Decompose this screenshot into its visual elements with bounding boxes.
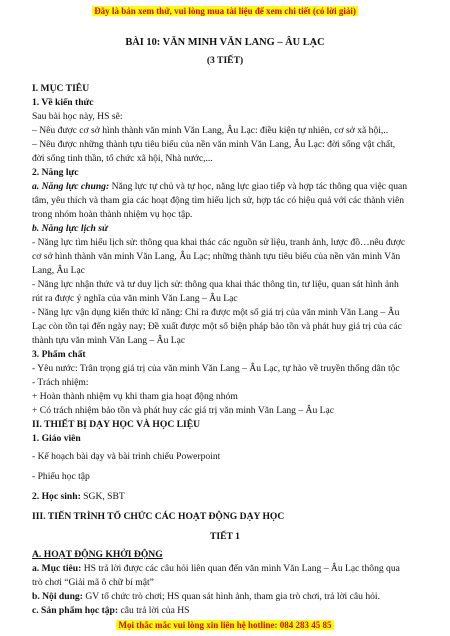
hotline-notice [0,618,450,633]
product-line [32,604,424,618]
general-competence-line-1 [32,180,424,194]
product-label: c. Sản phẩm học tập: [32,605,119,616]
period-1-heading: TIẾT 1 [210,531,240,542]
objective-label: a. Mục tiêu: [32,563,82,574]
objective-line-1 [32,562,424,576]
knowledge-intro: Sau bài học này, HS sẽ: [32,111,123,122]
teacher-item-2: - Phiếu học tập [32,471,90,482]
section-procedure: III. TIẾN TRÌNH TỔ CHỨC CÁC HOẠT ĐỘNG DẠY HỌC [32,511,285,522]
responsibility-item-2: + Có trách nhiệm bảo tồn và phát huy các giá trị văn minh Văn Lang – Âu Lạc [32,405,335,416]
history-applying-line-2: Lạc còn tồn tại đến ngày nay; Đề xuất được một số biện pháp bảo tồn và phát huy giá trị của các [32,321,402,332]
responsibility-item-1: + Hoàn thành nhiệm vụ khi tham gia hoạt động nhóm [32,391,238,402]
history-research-line-3: Lang, Âu Lạc [32,265,86,276]
history-applying-line-3: thành tựu văn minh Văn Lang – Âu Lạc [32,335,186,346]
quality-responsibility: - Trách nhiệm: [32,377,89,388]
heading-competence: 2. Năng lực [32,167,79,178]
content-label: b. Nội dung: [32,591,83,602]
history-research-line-1: - Năng lực tìm hiểu lịch sử: thông qua khai thác các nguồn sử liệu, tranh ảnh, lược đồ…nêu được [32,237,406,248]
section-objectives: I. MỤC TIÊU [32,83,90,94]
quality-patriotism: - Yêu nước: Trân trọng giá trị của văn minh Văn Lang – Âu Lạc, tự hào về truyền thống dân tộc [32,363,400,374]
content-text: GV tổ chức trò chơi; HS quan sát hình ảnh, tham gia trò chơi, trả lời câu hỏi. [82,591,380,602]
preview-notice [0,4,450,19]
activity-a-heading: A. HOẠT ĐỘNG KHỞI ĐỘNG [32,549,163,560]
product-text: câu trả lời của HS [118,605,190,616]
content-line [32,590,424,604]
general-competence-label: a. Năng lực chung: [32,181,110,192]
knowledge-item-1: – Nêu được cơ sở hình thành văn minh Văn Lang, Âu Lạc: điều kiện tự nhiên, cơ sở xã hội,.. [32,125,389,136]
history-thinking-line-2: rút ra được ý nghĩa của văn minh Văn Lang – Âu Lạc [32,293,238,304]
history-applying-line-1: - Năng lực vận dụng kiến thức kĩ năng: Chỉ ra được một số giá trị của văn minh Văn Lang – Âu [32,307,400,318]
teacher-item-1: - Kế hoạch bài dạy và bài trình chiếu Powerpoint [32,451,221,462]
knowledge-item-2-line-2: đời sống tinh thần, tổ chức xã hội, Nhà nước,... [32,153,213,164]
history-thinking-line-1: - Năng lực nhận thức và tư duy lịch sử: thông qua khai thác thông tin, tư liệu, quan sát hình ảnh [32,279,399,290]
history-competence-heading: b. Năng lực lịch sử [32,223,108,234]
preview-notice-text: Đây là bản xem thử, vui lòng mua tài liệu để xem chi tiết (có lời giải) [94,6,356,16]
student-materials [32,490,424,504]
objective-line-2: trò chơi “Giải mã ô chữ bí mật” [32,577,154,588]
student-label: 2. Học sinh: [32,491,81,502]
history-research-line-2: cơ sở hình thành văn minh Văn Lang, Âu Lạc; những thành tựu tiêu biểu của nền văn minh Văn [32,251,401,262]
lesson-title: BÀI 10: VĂN MINH VĂN LANG – ÂU LẠC [125,37,325,48]
heading-knowledge: 1. Về kiến thức [32,97,94,108]
general-competence-line-3: trong nhóm hoàn thành nhiệm vụ học tập. [32,209,193,220]
student-text: SGK, SBT [80,491,125,502]
hotline-notice-text: Mọi thắc mắc vui lòng xin liên hệ hotline: 084 283 45 85 [118,620,332,630]
knowledge-item-2-line-1: – Nêu được những thành tựu tiêu biểu của nền văn minh Văn Lang, Âu Lạc: đời sống vật chất, [32,139,396,150]
general-competence-line-2: tâm, yêu thích và tham gia các hoạt động tìm hiểu lịch sử, hợp tác có hiệu quả với các thành viên [32,195,405,206]
section-equipment: II. THIẾT BỊ DẠY HỌC VÀ HỌC LIỆU [32,419,201,430]
objective-text: HS trả lời được các câu hỏi liên quan đến văn minh Văn Lang – Âu Lạc thông qua [81,563,400,574]
lesson-duration: (3 TIẾT) [206,55,244,66]
heading-teacher: 1. Giáo viên [32,433,81,444]
heading-qualities: 3. Phẩm chất [32,349,86,360]
general-competence-text: Năng lực tự chủ và tự học, năng lực giao tiếp và hợp tác thông qua việc quan [109,181,408,192]
